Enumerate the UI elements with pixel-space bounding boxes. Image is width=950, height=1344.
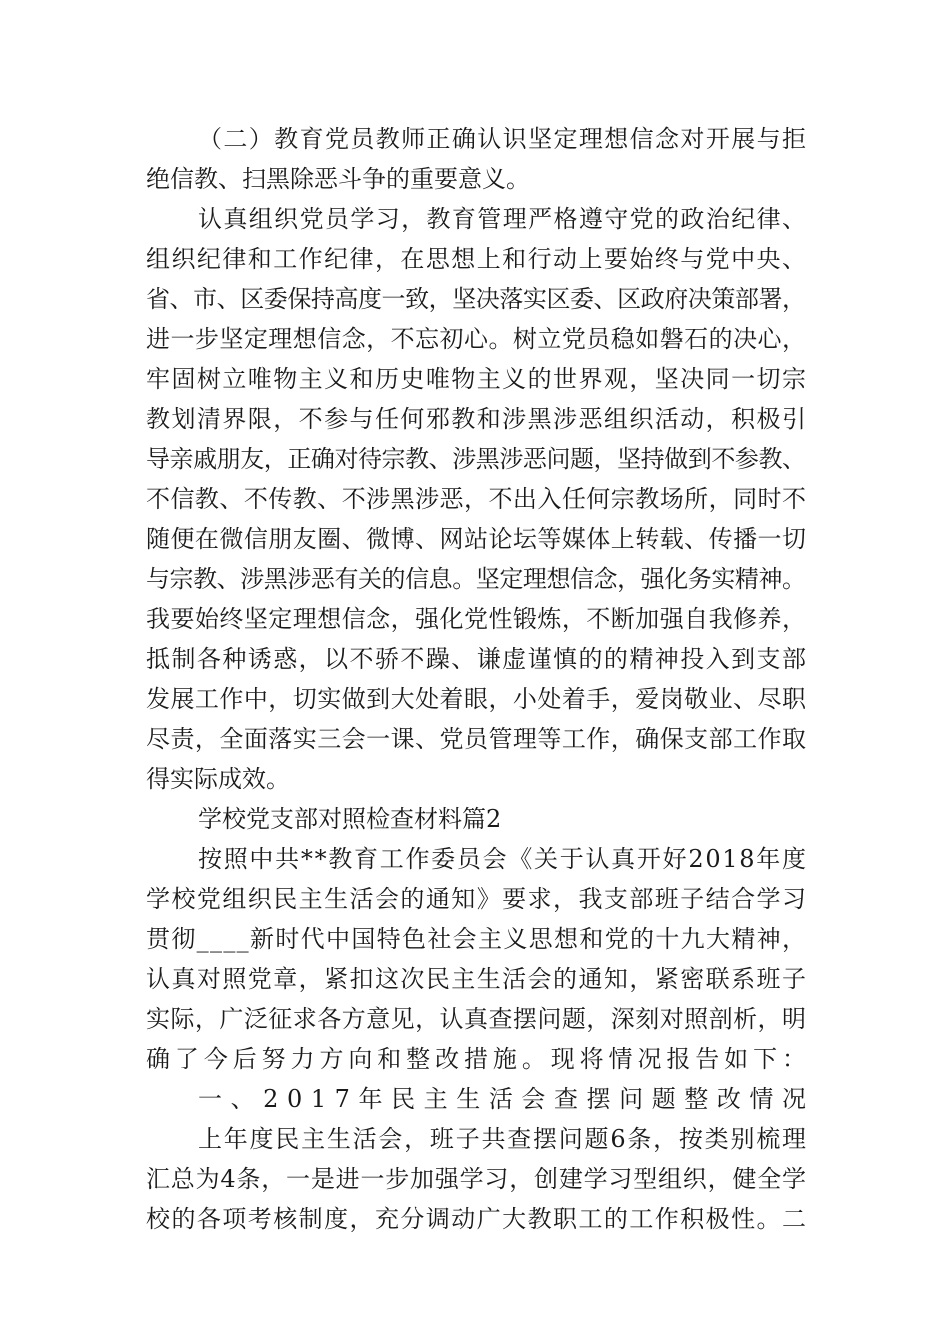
paragraph-line: 教划清界限，不参与任何邪教和涉黑涉恶组织活动，积极引 bbox=[146, 405, 808, 433]
paragraph-line: 导亲戚朋友，正确对待宗教、涉黑涉恶问题，坚持做到不参教、 bbox=[146, 445, 806, 473]
paragraph-line: 校的各项考核制度，充分调动广大教职工的工作积极性。二 bbox=[146, 1205, 808, 1233]
section-heading: 一、2017年民主生活会查摆问题整改情况 bbox=[198, 1085, 815, 1113]
paragraph-line: （二）教育党员教师正确认识坚定理想信念对开展与拒 bbox=[198, 125, 808, 153]
paragraph-line: 认真对照党章，紧扣这次民主生活会的通知，紧密联系班子 bbox=[146, 965, 808, 993]
paragraph-line: 进一步坚定理想信念，不忘初心。树立党员稳如磐石的决心， bbox=[146, 325, 807, 353]
paragraph-line: 发展工作中，切实做到大处着眼，小处着手，爱岗敬业、尽职 bbox=[146, 685, 807, 713]
paragraph-line: 认真组织党员学习，教育管理严格遵守党的政治纪律、 bbox=[198, 205, 808, 233]
paragraph-line: 与宗教、涉黑涉恶有关的信息。坚定理想信念，强化务实精神。 bbox=[146, 565, 806, 593]
paragraph-line: 按照中共**教育工作委员会《关于认真开好2018年度 bbox=[198, 845, 808, 873]
paragraph-line: 学校党组织民主生活会的通知》要求，我支部班子结合学习 bbox=[146, 885, 808, 913]
paragraph-line: 牢固树立唯物主义和历史唯物主义的世界观，坚决同一切宗 bbox=[146, 365, 808, 393]
paragraph-line: 尽责，全面落实三会一课、党员管理等工作，确保支部工作取 bbox=[146, 725, 807, 753]
paragraph-line: 得实际成效。 bbox=[146, 765, 290, 793]
paragraph-line: 贯彻____新时代中国特色社会主义思想和党的十九大精神， bbox=[146, 925, 808, 953]
paragraph-line: 不信教、不传教、不涉黑涉恶，不出入任何宗教场所，同时不 bbox=[146, 485, 807, 513]
paragraph-line: 确了今后努力方向和整改措施。现将情况报告如下： bbox=[146, 1045, 811, 1073]
paragraph-line: 组织纪律和工作纪律，在思想上和行动上要始终与党中央、 bbox=[146, 245, 808, 273]
paragraph-line: 上年度民主生活会，班子共查摆问题6条，按类别梳理 bbox=[198, 1125, 808, 1153]
paragraph-line: 绝信教、扫黑除恶斗争的重要意义。 bbox=[146, 165, 530, 193]
paragraph-line: 实际，广泛征求各方意见，认真查摆问题，深刻对照剖析，明 bbox=[146, 1005, 807, 1033]
paragraph-line: 抵制各种诱惑，以不骄不躁、谦虚谨慎的的精神投入到支部 bbox=[146, 645, 808, 673]
paragraph-line: 随便在微信朋友圈、微博、网站论坛等媒体上转载、传播一切 bbox=[146, 525, 807, 553]
paragraph-line: 省、市、区委保持高度一致，坚决落实区委、区政府决策部署， bbox=[146, 285, 806, 313]
section-title: 学校党支部对照检查材料篇2 bbox=[198, 805, 502, 833]
paragraph-line: 汇总为4条，一是进一步加强学习，创建学习型组织，健全学 bbox=[146, 1165, 807, 1193]
paragraph-line: 我要始终坚定理想信念，强化党性锻炼，不断加强自我修养， bbox=[146, 605, 807, 633]
